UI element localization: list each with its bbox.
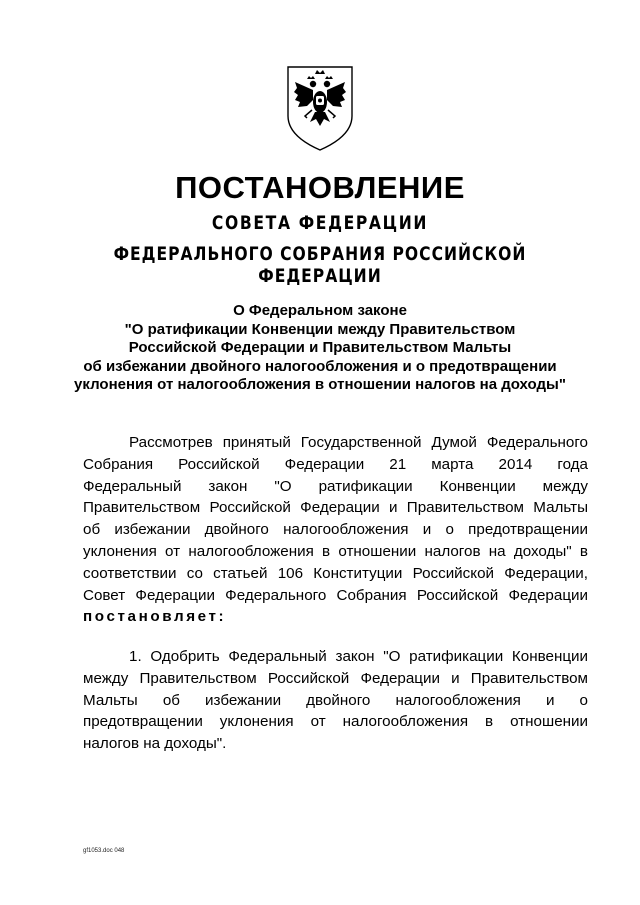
russian-coat-of-arms-icon: [285, 64, 355, 152]
coat-of-arms-emblem: [285, 64, 355, 152]
issuing-body-line-1: СОВЕТА ФЕДЕРАЦИИ: [211, 212, 429, 234]
body-line: уклонения от налогообложения в отношении налогов на доходы" в: [83, 542, 588, 560]
document-title: ПОСТАНОВЛЕНИЕ: [175, 170, 465, 205]
subject-line: Российской Федерации и Правительством Мальты: [128, 339, 512, 356]
subject-line: об избежании двойного налогообложения и о предотвращении: [83, 357, 557, 375]
body-line: Рассмотрев принятый Государственной Думой Федерального: [129, 434, 588, 451]
body-line: налогов на доходы".: [83, 735, 227, 753]
paragraph-resolution: [83, 646, 588, 755]
file-reference: gf1053.doc 048: [83, 848, 125, 854]
body-line: 1. Одобрить Федеральный закон "О ратификации Конвенции: [129, 648, 588, 665]
subject-line: "О ратификации Конвенции между Правительством: [124, 320, 516, 338]
paragraph-preamble: [83, 432, 588, 628]
issuing-body-line-2: ФЕДЕРАЛЬНОГО СОБРАНИЯ РОССИЙСКОЙ ФЕДЕРАЦИИ: [113, 243, 527, 287]
body-line: Правительством Российской Федерации и Правительством Мальты: [83, 499, 588, 517]
body-line: Федеральный закон "О ратификации Конвенции между: [83, 477, 588, 495]
body-line: об избежании двойного налогообложения и о предотвращении: [83, 521, 588, 539]
body-line: Мальты об избежании двойного налогообложения и о: [83, 691, 588, 709]
body-line: между Правительством Российской Федерации и Правительством: [83, 669, 588, 687]
document-subject: [60, 302, 580, 395]
subject-line: О Федеральном законе: [233, 302, 407, 319]
body-line: Совет Федерации Федерального Собрания Российской Федерации: [83, 586, 588, 604]
body-line: предотвращении уклонения от налогообложения в отношении: [83, 713, 588, 731]
decree-word: постановляет:: [83, 608, 227, 626]
subject-line: уклонения от налогообложения в отношении налогов на доходы": [74, 376, 566, 393]
body-line: Собрания Российской Федерации 21 марта 2014 года: [83, 455, 588, 473]
body-line: соответствии со статьей 106 Конституции Российской Федерации,: [83, 564, 588, 582]
